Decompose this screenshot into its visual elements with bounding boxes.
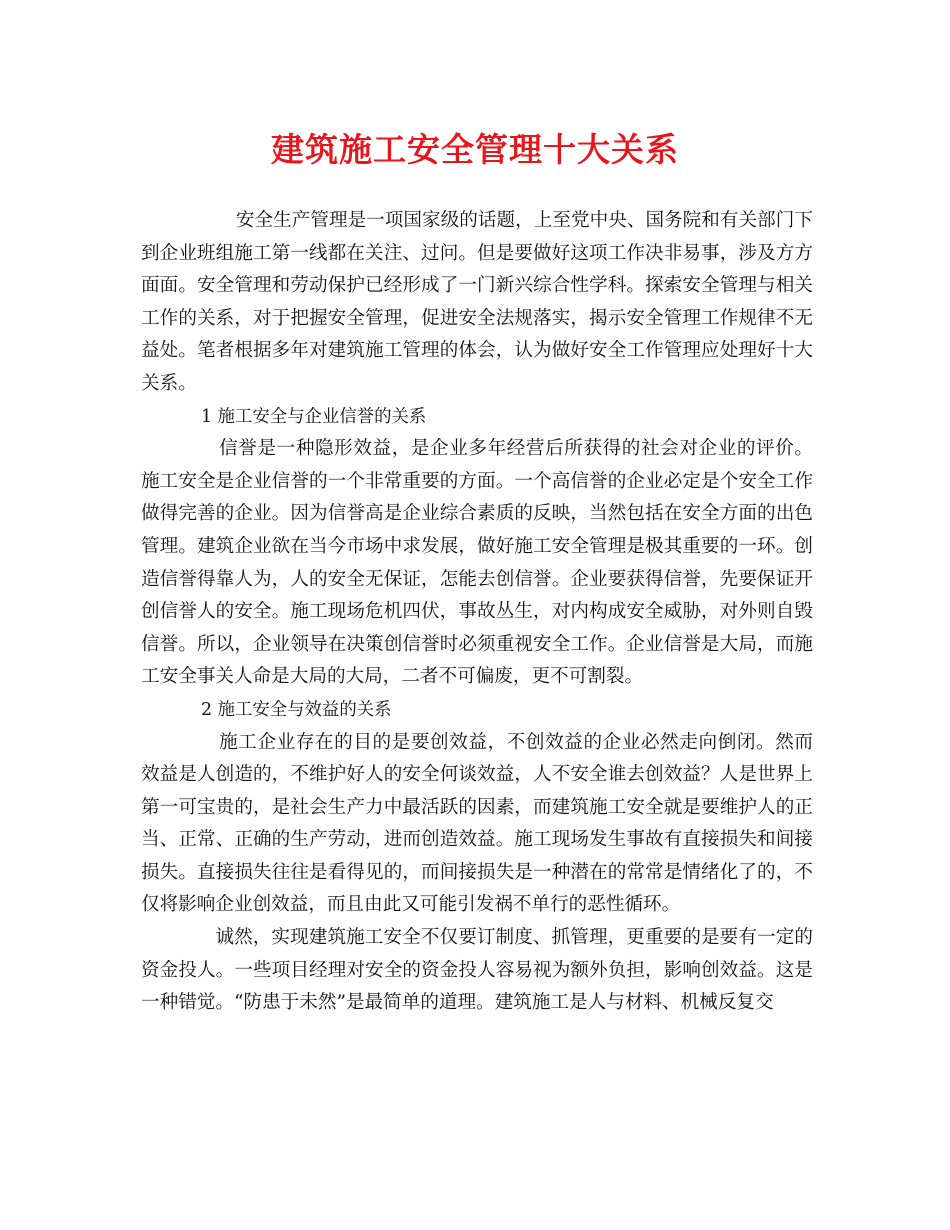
section-heading: 1 施工安全与企业信誉的关系 bbox=[201, 406, 427, 427]
section-paragraph: 施工企业存在的目的是要创效益，不创效益的企业必然走向倒闭。然而效益是人创造的，不维护好人的安全何谈效益，人不安全谁去创效益？人是世界上第一可宝贵的，是社会生产力中最活跃的因素，而建筑施工安全就是要维护人的正当、正常、正确的生产劳动，进而创造效益。施工现场发生事故有直接损失和间接损失。直接损失往往是看得见的，而间接损失是一种潜在的常常是情绪化了的，不仅将影响企业创效益，而且由此又可能引发祸不单行的恶性循环。 bbox=[141, 731, 813, 916]
section-paragraph: 信誉是一种隐形效益，是企业多年经营后所获得的社会对企业的评价。施工安全是企业信誉的一个非常重要的方面。一个高信誉的企业必定是个安全工作做得完善的企业。因为信誉高是企业综合素质的反映，当然包括在安全方面的出色管理。建筑企业欲在当今市场中求发展，做好施工安全管理是极其重要的一环。创造信誉得靠人为，人的安全无保证，怎能去创信誉。企业要获得信誉，先要保证开创信誉人的安全。施工现场危机四伏，事故丛生，对内构成安全威胁，对外则自毁信誉。所以，企业领导在决策创信誉时必须重视安全工作。企业信誉是大局，而施工安全事关人命是大局的大局，二者不可偏废，更不可割裂。 bbox=[141, 438, 813, 688]
section-paragraph: 诚然，实现建筑施工安全不仅要订制度、抓管理，更重要的是要有一定的资金投人。一些项目经理对安全的资金投人容易视为额外负担，影响创效益。这是一种错觉。“防患于未然”是最简单的道理。建筑施工是人与材料、机械反复交 bbox=[141, 927, 813, 1014]
intro-paragraph: 安全生产管理是一项国家级的话题，上至党中央、国务院和有关部门下到企业班组施工第一线都在关注、过问。但是要做好这项工作决非易事，涉及方方面面。安全管理和劳动保护已经形成了一门新兴综合性学科。探索安全管理与相关工作的关系，对于把握安全管理，促进安全法规落实，揭示安全管理工作规律不无益处。笔者根据多年对建筑施工管理的体会，认为做好安全工作管理应处理好十大关系。 bbox=[141, 210, 813, 394]
document-body bbox=[141, 205, 813, 1020]
document-title: 建筑施工安全管理十大关系 bbox=[271, 130, 679, 169]
section-1 bbox=[141, 401, 813, 694]
section-heading: 2 施工安全与效益的关系 bbox=[201, 699, 392, 720]
section-2 bbox=[141, 694, 813, 1020]
